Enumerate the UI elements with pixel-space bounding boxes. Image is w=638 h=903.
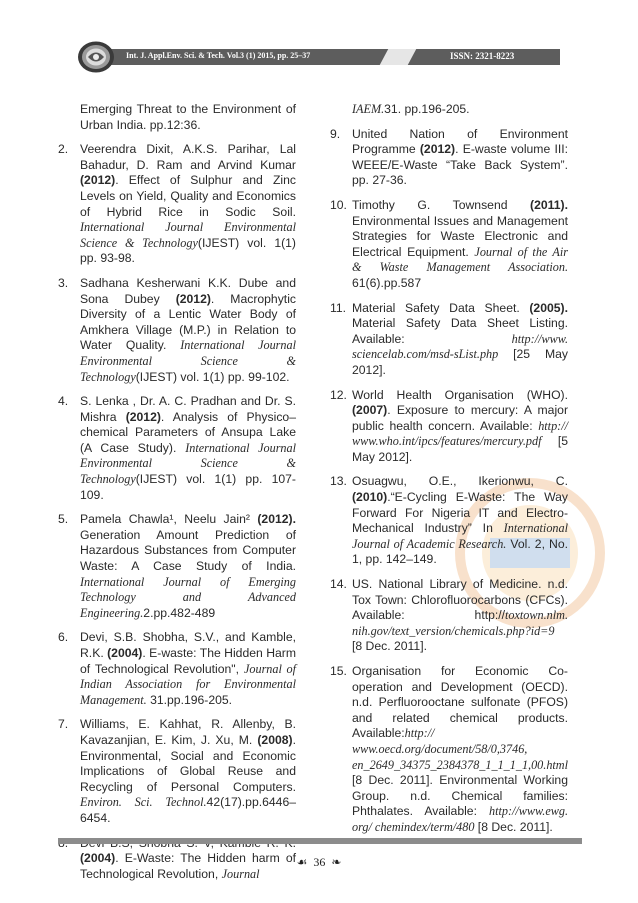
reference-segment: . Effect of Sulphur and Zinc Levels on Yield, Quality and Economics of Hybrid Rice in Sodic Soil. <box>80 173 296 219</box>
reference-number: 2. <box>58 142 69 157</box>
reference-item <box>58 142 296 267</box>
reference-segment: .“E-Cycling E-Waste: The Way Forward For Nigeria IT and Electro-Mechanical Industry” In <box>352 490 568 536</box>
journal-name: International Journal of Emerging Technology and Advanced Engineering. <box>80 574 296 620</box>
journal-name: Environ. Sci. Technol. <box>80 795 207 810</box>
reference-number: 9. <box>330 126 341 141</box>
journal-name: International Journal Environmental Science & Technology <box>80 220 296 250</box>
reference-segment: 31. pp.196-205. <box>384 102 470 116</box>
reference-text <box>80 276 296 385</box>
ornament-right-icon: ❧ <box>331 855 342 869</box>
reference-segment: (IJEST) vol. 1(1) pp. 99-102. <box>135 369 290 384</box>
reference-item <box>330 577 568 655</box>
reference-item <box>330 301 568 379</box>
references-right-column <box>330 102 568 845</box>
reference-item <box>58 717 296 826</box>
reference-segment: [5 May 2012]. <box>352 434 568 464</box>
reference-segment: Williams, E. Kahhat, R. Allenby, B. Kavazanjian, E. Kim, J. Xu, M. <box>80 717 296 747</box>
journal-name: IAEM. <box>352 102 385 116</box>
reference-text <box>352 198 568 292</box>
reference-text <box>352 127 568 189</box>
reference-number: 7. <box>58 717 69 732</box>
reference-text <box>80 512 296 621</box>
reference-year: (2004) <box>107 646 143 660</box>
journal-name: Journal of Indian Association for Environmental Management. <box>80 661 296 707</box>
reference-number: 4. <box>58 394 69 409</box>
reference-segment: . E-waste: The Hidden Harm of Technological Revolution", <box>80 646 296 676</box>
reference-item <box>58 276 296 385</box>
reference-segment: 61(6).pp.587 <box>352 275 422 290</box>
reference-url: http://www.ewg. org/ chemindex/term/480 <box>352 804 568 834</box>
page-number: 36 <box>313 855 326 869</box>
reference-number: 3. <box>58 275 69 290</box>
reference-segment: Generation Amount Prediction of Hazardous Substances from Computer Waste: A Case Study of India. <box>80 527 296 574</box>
reference-url: http:// www.who.int/ipcs/features/mercury.pdf <box>352 418 568 449</box>
ornament-left-icon: ☙ <box>296 855 308 869</box>
reference-number: 12. <box>330 387 347 402</box>
reference-segment: [8 Dec. 2011]. Environmental Working Group. n.d. Chemical families: Phthalates. Available: <box>352 773 568 819</box>
reference-text <box>352 664 568 836</box>
reference-segment: [8 Dec. 2011]. <box>352 639 427 654</box>
reference-segment: Timothy G. Townsend <box>352 197 531 212</box>
reference-segment: . Analysis of Physico–chemical Parameters of Ansupa Lake (A Case Study). <box>80 409 296 455</box>
reference-text <box>80 142 296 267</box>
reference-segment: United Nation of Environment Programme <box>352 126 568 157</box>
reference-year: (2012) <box>80 173 116 188</box>
reference-number: 13. <box>330 474 347 489</box>
reference-year: (2012). <box>257 512 296 527</box>
journal-name: International Journal Environmental Science & Technology <box>80 440 297 487</box>
reference-segment: 42(17).pp.6446–6454. <box>80 795 296 825</box>
reference-item <box>58 630 296 708</box>
reference-text <box>352 102 568 118</box>
reference-year: (2012) <box>419 142 456 157</box>
reference-segment: [25 May 2012]. <box>352 347 568 377</box>
reference-number: 10. <box>330 197 347 212</box>
reference-url: http://www. sciencelab.com/msd-sList.php <box>352 331 568 362</box>
running-header <box>72 40 568 74</box>
reference-segment: Osuagwu, O.E., Ikerionwu, C. <box>352 474 568 489</box>
reference-segment: 31.pp.196-205. <box>146 692 233 707</box>
reference-segment: S. Lenka , Dr. A. C. Pradhan and Dr. S. Mishra <box>80 394 296 424</box>
reference-segment: World Health Organisation (WHO). <box>352 387 568 402</box>
reference-segment: Veerendra Dixit, A.K.S. Parihar, Lal Bahadur, D. Ram and Arvind Kumar <box>80 142 296 172</box>
reference-year: (2012) <box>125 409 161 424</box>
reference-segment: Emerging Threat to the Environment of Urban India. pp.12:36. <box>80 102 296 132</box>
reference-url: toxtown.nlm. nih.gov/text_version/chemicals.php?id=9 <box>352 608 568 638</box>
reference-year: (2008) <box>257 732 293 747</box>
reference-segment: . Exposure to mercury: A major public health concern. Available: <box>352 403 568 433</box>
reference-year: (2005). <box>529 300 568 315</box>
reference-segment: Sadhana Kesherwani K.K. Dube and Sona Dubey <box>80 275 296 306</box>
reference-number: 5. <box>58 512 69 527</box>
reference-segment: Material Safety Data Sheet. <box>352 300 530 315</box>
reference-text <box>352 301 568 379</box>
reference-segment: (IJEST) vol. 1(1) pp. 93-98. <box>80 235 296 266</box>
journal-name: International Journal Environmental Science & Technology <box>80 338 296 384</box>
reference-year: (2012) <box>175 291 211 306</box>
footer-bar <box>58 838 582 844</box>
issn: ISSN: 2321-8223 <box>450 51 515 61</box>
reference-segment: Organisation for Economic Co-operation and Development (OECD). n.d. Perfluorooctane sulfonate (PFOS) and related chemical products. Available: <box>352 664 568 741</box>
reference-text <box>352 388 568 466</box>
reference-number: 14. <box>330 577 347 592</box>
reference-text <box>352 577 568 655</box>
reference-year: (2011). <box>530 197 568 212</box>
reference-segment: Devi, S.B. Shobha, S.V., and Kamble, R.K. <box>80 630 296 660</box>
reference-segment: Pamela Chawla¹, Neelu Jain² <box>80 512 258 527</box>
reference-segment: Vol. 2, No. 1, pp. 142–149. <box>352 536 568 567</box>
reference-item <box>58 394 296 503</box>
reference-segment: . E-waste volume III: WEEE/E-Waste “Take Back System”. pp. 27-36. <box>352 142 568 188</box>
reference-item <box>58 512 296 621</box>
reference-item <box>330 198 568 292</box>
journal-citation: Int. J. Appl.Env. Sci. & Tech. Vol.3 (1) 2015, pp. 25–37 <box>126 51 311 60</box>
reference-item <box>330 388 568 466</box>
reference-segment: 2.pp.482-489 <box>143 605 216 620</box>
reference-text <box>80 102 296 133</box>
reference-segment: . Macrophytic Diversity of a Lentic Water Body of Amkhera Village (M.P.) in Relation to Water Quality. <box>80 291 296 353</box>
journal-name: International Journal of Academic Research. <box>352 521 568 551</box>
reference-number: 11. <box>330 300 347 315</box>
reference-text <box>352 474 568 568</box>
journal-name: Journal of the Air & Waste Management Association. <box>352 244 568 275</box>
reference-segment: Material Safety Data Sheet Listing. Available: <box>352 316 568 346</box>
reference-segment: Environmental Issues and Management Strategies for Waste Electronic and Electrical Equipment. <box>352 213 568 259</box>
reference-year: (2010) <box>352 490 388 505</box>
reference-item <box>330 127 568 189</box>
reference-number: 6. <box>58 630 69 645</box>
reference-segment: . Environmental, Social and Economic Implications of Global Reuse and Recycling of Personal Computers. <box>80 732 296 794</box>
reference-item <box>330 102 568 118</box>
reference-text <box>80 717 296 826</box>
references-left-column <box>58 102 296 891</box>
reference-text <box>80 394 296 503</box>
reference-item <box>330 474 568 568</box>
reference-segment: US. National Library of Medicine. n.d. Tox Town: Chlorofluorocarbons (CFCs). Available: http:// <box>352 577 568 623</box>
reference-item <box>58 102 296 133</box>
reference-number: 15. <box>330 664 347 678</box>
journal-logo-icon <box>76 40 116 74</box>
reference-url: http:// www.oecd.org/document/58/0,3746, en_2649_34375_2384378_1_1_1_1,00.html <box>352 726 568 772</box>
reference-segment: . E-Waste: The Hidden harm of Technological Revolution, <box>80 851 296 881</box>
reference-year: (2007) <box>352 403 388 418</box>
reference-item <box>330 664 568 836</box>
journal-name: Journal <box>221 866 260 881</box>
reference-year: (2004) <box>80 851 116 866</box>
reference-segment: [8 Dec. 2011]. <box>474 819 553 834</box>
page-footer <box>0 855 638 870</box>
reference-segment: (IJEST) vol. 1(1) pp. 107-109. <box>80 472 296 502</box>
reference-text <box>80 630 296 708</box>
